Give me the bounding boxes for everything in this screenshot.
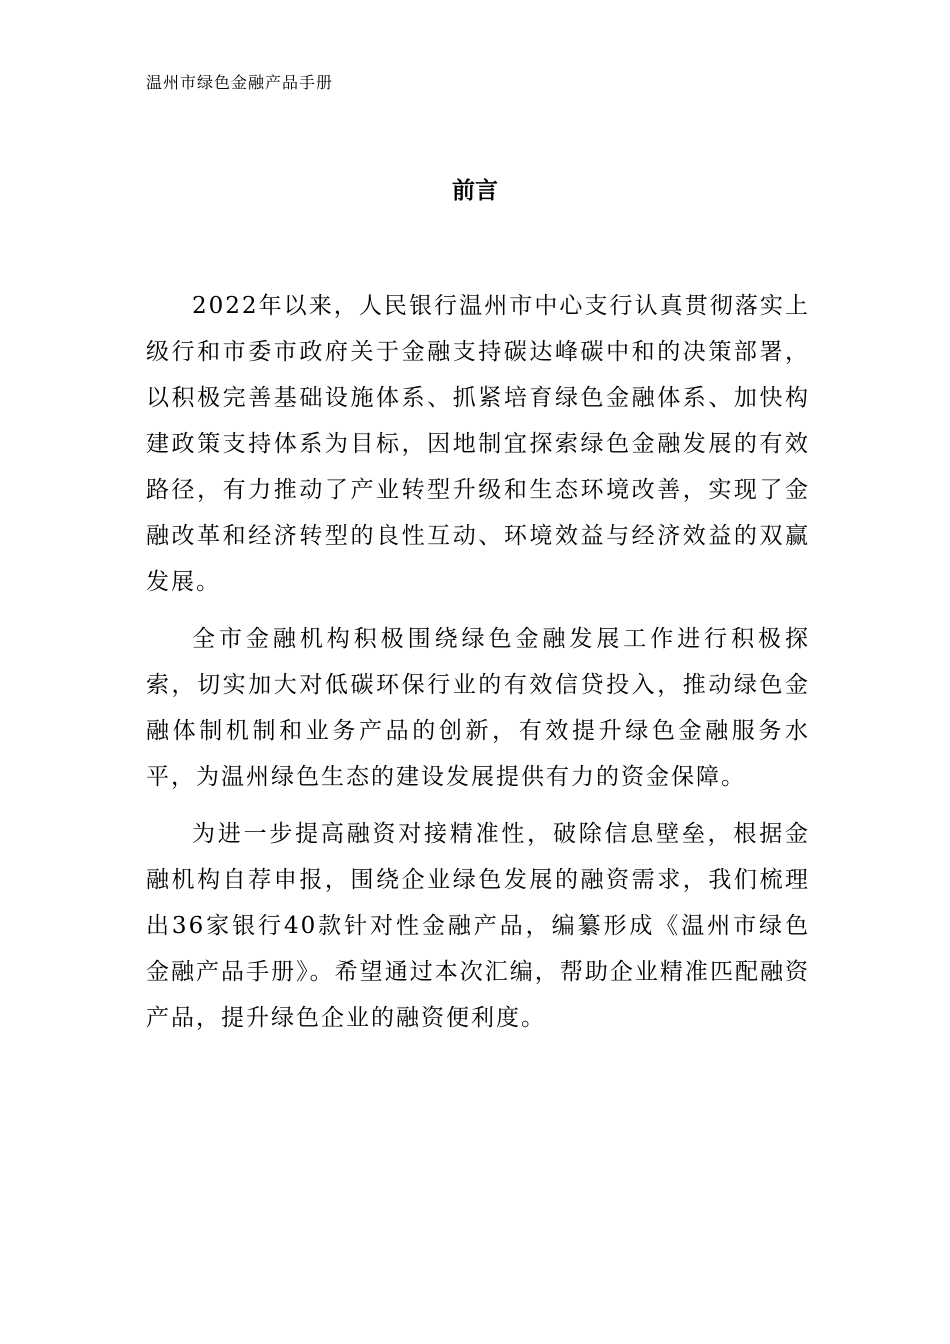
paragraph-2: 全市金融机构积极围绕绿色金融发展工作进行积极探索，切实加大对低碳环保行业的有效信贷投入，推动绿色金融体制机制和业务产品的创新，有效提升绿色金融服务水平，为温州绿色生态的建设发展提供有力的资金保障。	[146, 626, 810, 790]
paragraph-1: 2022年以来，人民银行温州市中心支行认真贯彻落实上级行和市委市政府关于金融支持碳达峰碳中和的决策部署，以积极完善基础设施体系、抓紧培育绿色金融体系、加快构建政策支持体系为目标，因地制宜探索绿色金融发展的有效路径，有力推动了产业转型升级和生态环境改善，实现了金融改革和经济转型的良性互动、环境效益与经济效益的双赢发展。	[146, 293, 810, 595]
document-body	[146, 283, 810, 1041]
page-title: 前言	[452, 178, 498, 204]
paragraph-3: 为进一步提高融资对接精准性，破除信息壁垒，根据金融机构自荐申报，围绕企业绿色发展的融资需求，我们梳理出36家银行40款针对性金融产品，编纂形成《温州市绿色金融产品手册》。希望通过本次汇编，帮助企业精准匹配融资产品，提升绿色企业的融资便利度。	[146, 821, 810, 1031]
running-header: 温州市绿色金融产品手册	[146, 73, 334, 92]
